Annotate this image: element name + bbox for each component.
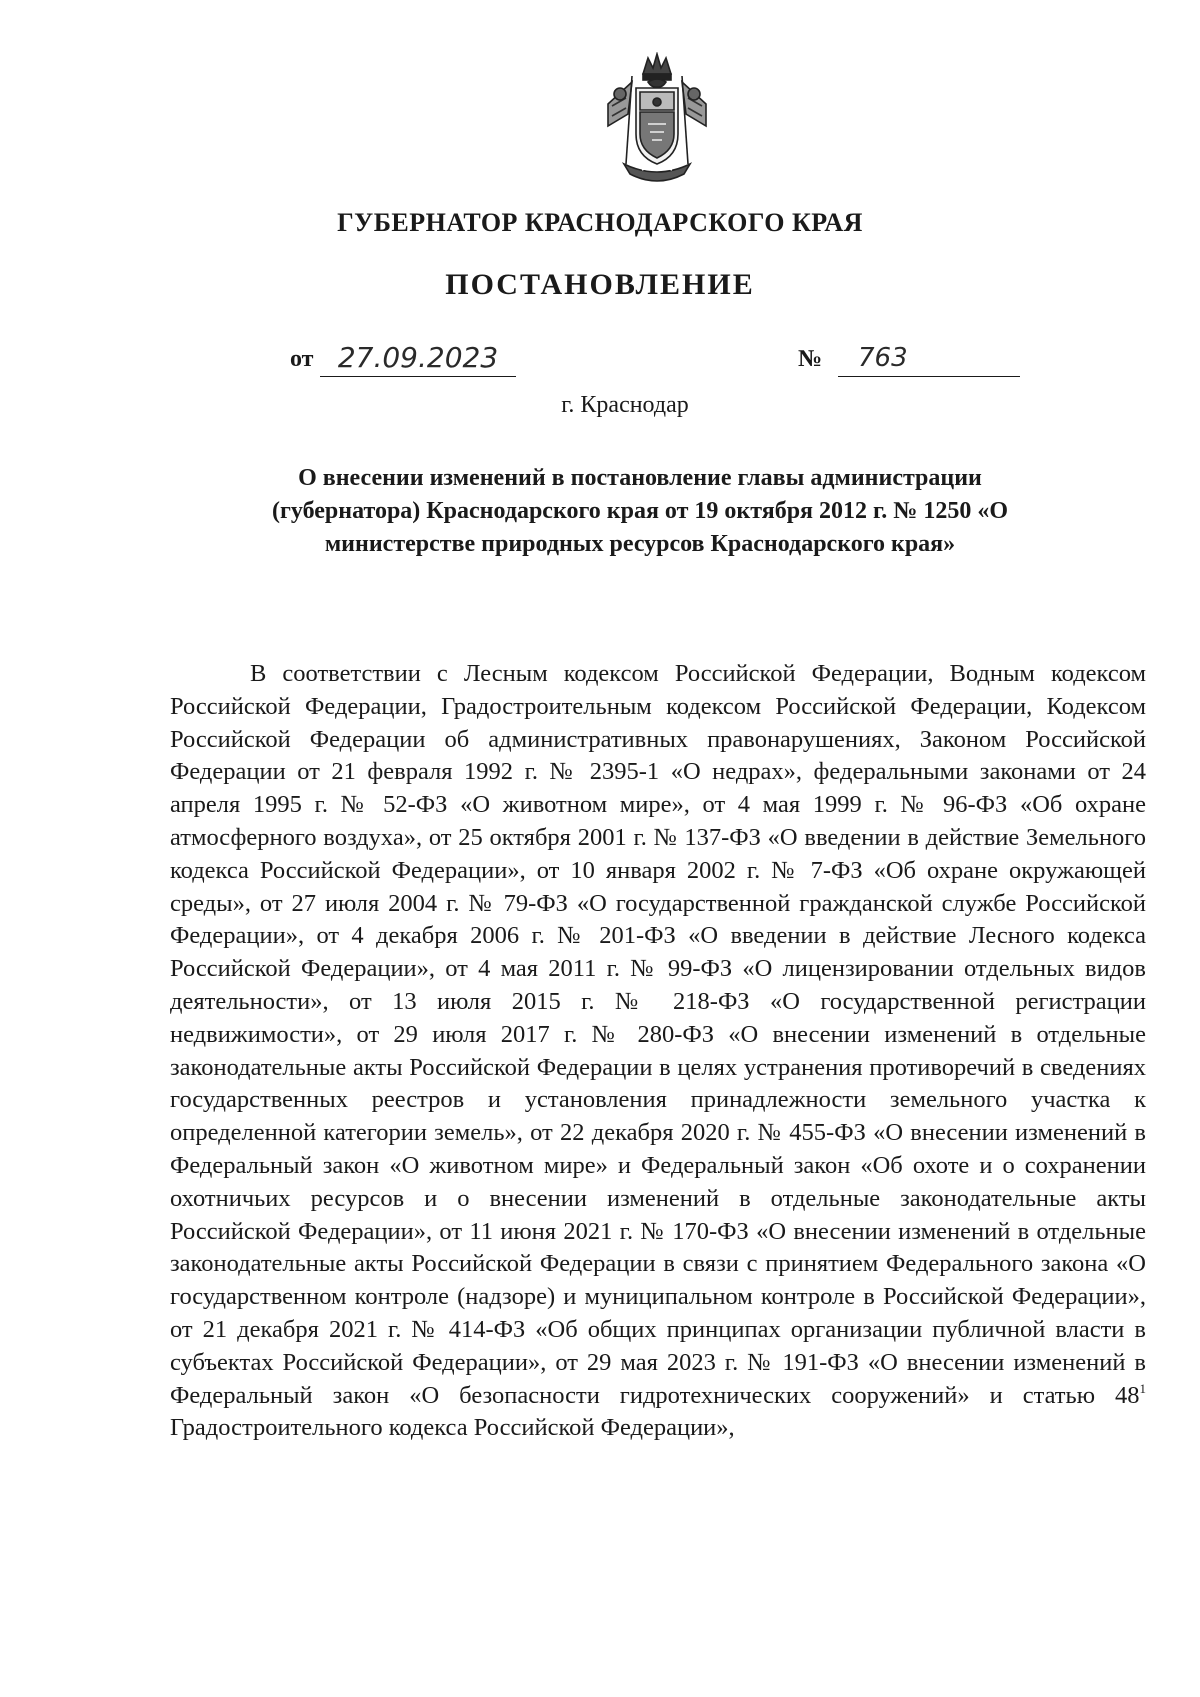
city: г. Краснодар bbox=[561, 392, 689, 418]
authority-heading: ГУБЕРНАТОР КРАСНОДАРСКОГО КРАЯ bbox=[337, 208, 863, 237]
number-handwritten-value: 763 bbox=[838, 340, 1020, 377]
date-label: от bbox=[290, 346, 314, 372]
document-type-heading: ПОСТАНОВЛЕНИЕ bbox=[445, 268, 755, 301]
body-paragraph bbox=[170, 658, 1146, 1445]
body-text-tail: Градостроительного кодекса Российской Федерации», bbox=[170, 1414, 735, 1442]
number-label: № bbox=[798, 346, 823, 372]
krasnodar-coat-of-arms-emblem bbox=[598, 52, 716, 190]
date-handwritten-value: 27.09.2023 bbox=[320, 340, 516, 377]
superscript-index: 1 bbox=[1139, 1380, 1146, 1396]
document-title: О внесении изменений в постановление главы администрации (губернатора) Краснодарского края от 19 октября 2012 г. № 1250 «О министерстве природных ресурсов Краснодарского края» bbox=[272, 465, 1008, 557]
date-number-row bbox=[290, 340, 1040, 380]
body-text-main: В соответствии с Лесным кодексом Российской Федерации, Водным кодексом Российской Федерации, Градостроительным кодексом Российской Федерации, Кодексом Российской Федерации об административных правонарушениях, Законом Российской Федерации от 21 февраля 1992 г. № 2395-1 «О недрах», федеральными законами от 24 апреля 1995 г. № 52-ФЗ «О животном мире», от 4 мая 1999 г. № 96-ФЗ «Об охране атмосферного воздуха», от 25 октября 2001 г. № 137-ФЗ «О введении в действие Земельного кодекса Российской Федерации», от 10 января 2002 г. № 7-ФЗ «Об охране окружающей среды», от 27 июля 2004 г. № 79-ФЗ «О государственной гражданской службе Российской Федерации», от 4 декабря 2006 г. № 201-ФЗ «О введении в действие Лесного кодекса Российской Федерации», от 4 мая 2011 г. № 99-ФЗ «О лицензировании отдельных видов деятельности», от 13 июля 2015 г. № 218-ФЗ «О государственной регистрации недвижимости», от 29 июля 2017 г. № 280-ФЗ «О внесении изменений в отдельные законодательные акты Российской Федерации в целях устранения противоречий в сведениях государственных реестров и установления принадлежности земельного участка к определенной категории земель», от 22 декабря 2020 г. № 455-ФЗ «О внесении изменений в Федеральный закон «О животном мире» и Федеральный закон «Об охоте и о сохранении охотничьих ресурсов и о внесении изменений в отдельные законодательные акты Российской Федерации», от 11 июня 2021 г. № 170-ФЗ «О внесении изменений в отдельные законодательные акты Российской Федерации в связи с принятием Федерального закона «О государственном контроле (надзоре) и муниципальном контроле в Российской Федерации», от 21 декабря 2021 г. № 414-ФЗ «Об общих принципах организации публичной власти в субъектах Российской Федерации», от 29 мая 2023 г. № 191-ФЗ «О внесении изменений в Федеральный закон «О безопасности гидротехнических сооружений» и статью 48 bbox=[170, 660, 1146, 1409]
